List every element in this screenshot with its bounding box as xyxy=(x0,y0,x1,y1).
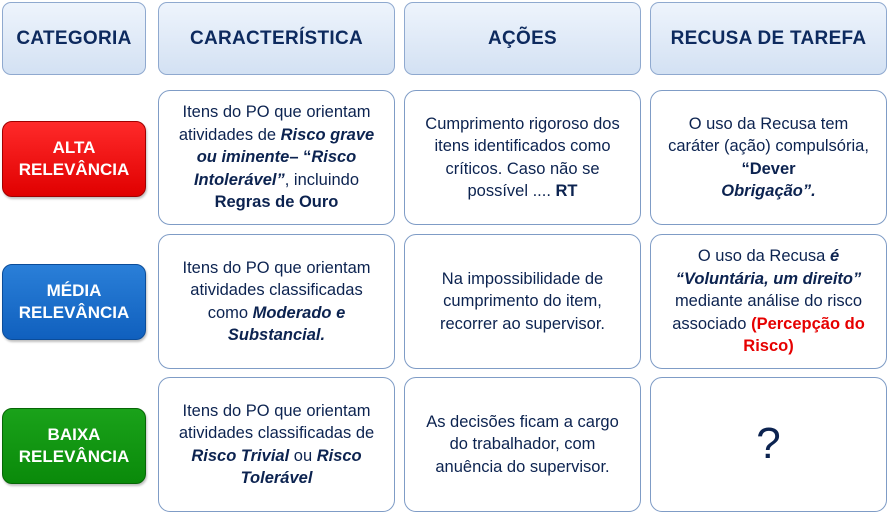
recusa-alta xyxy=(650,90,887,225)
caracteristica-alta xyxy=(158,90,395,225)
category-line: ALTA xyxy=(52,138,96,157)
recusa-text: O uso da Recusa é “Voluntária, um direito” mediante análise do risco associado (Percepção do Risco) xyxy=(672,247,865,356)
acoes-text: Na impossibilidade de cumprimento do item, recorrer ao supervisor. xyxy=(439,269,606,333)
category-media-relevancia xyxy=(2,264,146,340)
caracteristica-media xyxy=(158,234,395,369)
acoes-text: Cumprimento rigoroso dos itens identificados como críticos. Caso não se possível .... RT xyxy=(425,114,620,200)
category-line: MÉDIA xyxy=(46,281,102,300)
recusa-text: O uso da Recusa tem caráter (ação) compulsória, “Dever Obrigação”. xyxy=(668,114,869,200)
header-label: RECUSA DE TAREFA xyxy=(670,27,867,49)
header-categoria xyxy=(2,2,146,75)
category-alta-relevancia xyxy=(2,121,146,197)
caracteristica-text: Itens do PO que orientam atividades de Risco grave ou iminente– “Risco Intolerável”, incluindo Regras de Ouro xyxy=(178,103,375,212)
category-baixa-relevancia xyxy=(2,408,146,484)
caracteristica-baixa xyxy=(158,377,395,512)
header-label: CATEGORIA xyxy=(16,27,132,49)
category-line: BAIXA xyxy=(47,425,101,444)
category-line: RELEVÂNCIA xyxy=(18,160,130,179)
header-recusa xyxy=(650,2,887,75)
header-acoes xyxy=(404,2,641,75)
acoes-alta xyxy=(404,90,641,225)
category-line: RELEVÂNCIA xyxy=(18,303,130,322)
acoes-baixa xyxy=(404,377,641,512)
question-mark: ? xyxy=(756,419,781,469)
acoes-media xyxy=(404,234,641,369)
header-caracteristica xyxy=(158,2,395,75)
acoes-text: As decisões ficam a cargo do trabalhador, com anuência do supervisor. xyxy=(426,412,619,476)
recusa-media xyxy=(650,234,887,369)
category-line: RELEVÂNCIA xyxy=(18,447,130,466)
caracteristica-text: Itens do PO que orientam atividades classificadas de Risco Trivial ou Risco Tolerável xyxy=(178,401,375,487)
header-label: CARACTERÍSTICA xyxy=(189,27,364,49)
recusa-baixa xyxy=(650,377,887,512)
header-label: AÇÕES xyxy=(487,27,558,49)
caracteristica-text: Itens do PO que orientam atividades classificadas como Moderado e Substancial. xyxy=(182,258,371,344)
